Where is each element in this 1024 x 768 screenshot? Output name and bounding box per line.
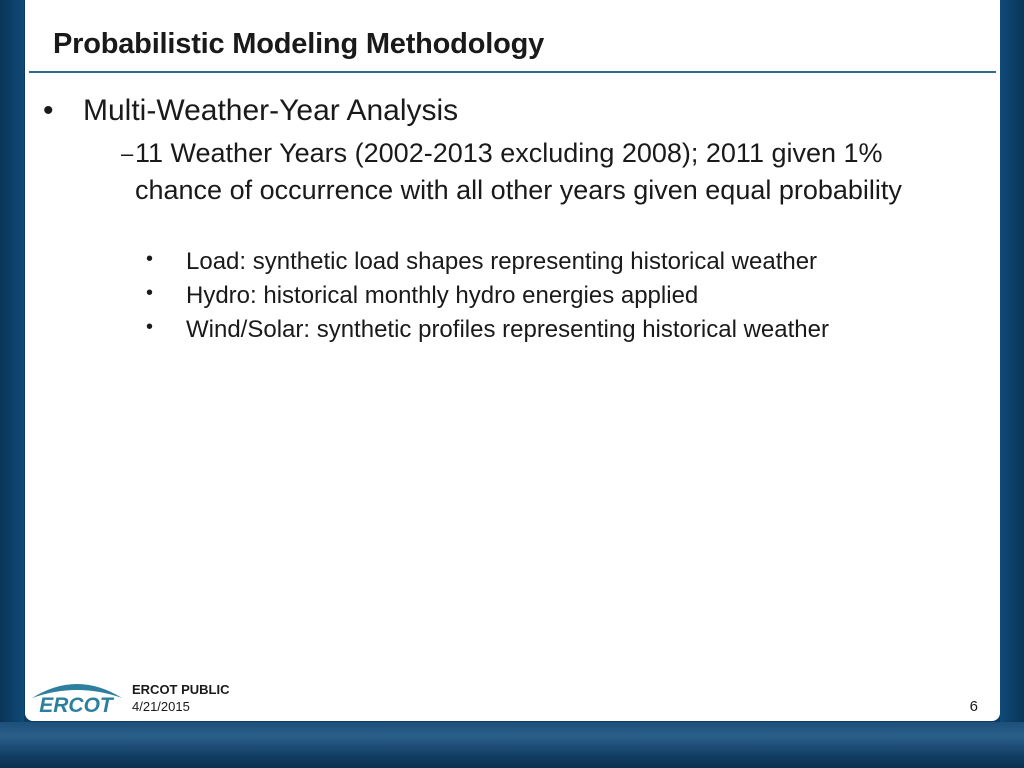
bullet-marker: • [43, 94, 54, 127]
title-underline [29, 71, 996, 73]
item-text: Load: synthetic load shapes representing historical weather [186, 248, 818, 275]
frame-left-border [0, 0, 24, 768]
slide-canvas [25, 0, 1000, 721]
bullet-level1 [43, 94, 459, 128]
bullet-level3-hydro [146, 282, 966, 310]
bullet-marker: • [146, 248, 154, 270]
bullet-level3-wind-solar [146, 316, 966, 344]
sub-bullet-text: 11 Weather Years (2002-2013 excluding 2008); 2011 given 1% chance of occurrence with all other years given equal probability [135, 138, 902, 205]
bullet-text: Multi-Weather-Year Analysis [83, 94, 459, 127]
bullet-marker: • [146, 282, 154, 304]
ercot-logo [29, 676, 124, 716]
footer-date: 4/21/2015 [132, 699, 190, 714]
slide-title: Probabilistic Modeling Methodology [53, 28, 545, 60]
dash-marker: – [121, 141, 134, 166]
logo-text: ERCOT [39, 694, 113, 716]
frame-right-border [1000, 0, 1024, 768]
item-text: Hydro: historical monthly hydro energies applied [186, 282, 699, 309]
footer-classification: ERCOT PUBLIC [132, 682, 230, 697]
bullet-level3-load [146, 248, 966, 276]
item-text: Wind/Solar: synthetic profiles representing historical weather [186, 316, 829, 343]
footer-info [132, 681, 230, 715]
bullet-marker: • [146, 316, 154, 338]
page-number: 6 [969, 698, 978, 715]
bullet-level2 [121, 135, 975, 209]
frame-bottom-border [0, 722, 1024, 768]
